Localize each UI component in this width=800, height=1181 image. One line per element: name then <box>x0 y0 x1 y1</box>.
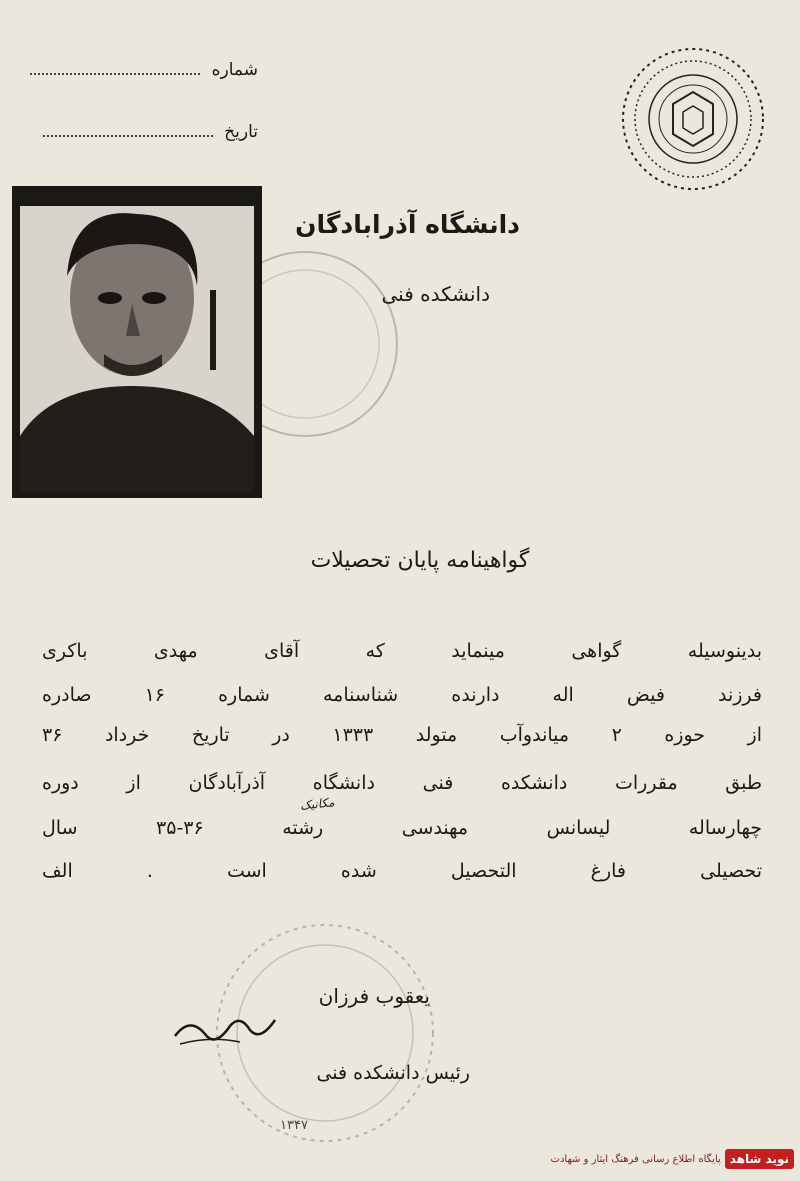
certificate-line-2: فرزند فیض اله دارنده شناسنامه شماره ۱۶ صادره <box>42 684 762 706</box>
faculty-name: دانشکده فنی <box>381 282 490 306</box>
signer-name: یعقوب فرزان <box>318 984 430 1008</box>
certificate-line-5: چهارساله لیسانس مهندسی رشته ۳۶-۳۵ سال <box>42 817 763 839</box>
certificate-line-4: طبق مقررات دانشکده فنی دانشگاه آذرآبادگان از دوره <box>42 772 762 794</box>
certificate-line-1: بدینوسیله گواهی مینماید که آقای مهدی باکری <box>42 640 762 662</box>
university-seal-icon <box>618 44 768 194</box>
certificate-line-3: از حوزه ۲ میاندوآب متولد ۱۳۳۳ در تاریخ خرداد ۳۶ <box>42 724 762 746</box>
number-label: شماره <box>211 60 258 80</box>
side-mark <box>210 290 240 370</box>
signer-role: رئیس دانشکده فنی <box>316 1062 470 1084</box>
date-label: تاریخ <box>224 122 258 142</box>
university-name: دانشگاه آذرابادگان <box>295 210 520 239</box>
date-field <box>18 122 258 142</box>
number-field <box>18 60 258 80</box>
site-logo: نوید شاهد <box>725 1149 794 1169</box>
handwritten-major-note: مکانیک <box>299 795 336 813</box>
date-dotted-line <box>43 135 213 137</box>
number-dotted-line <box>30 73 200 75</box>
site-watermark <box>551 1149 794 1169</box>
certificate-line-6: تحصیلی فارغ التحصیل شده است . الف <box>42 860 762 882</box>
certificate-title: گواهینامه پایان تحصیلات <box>310 548 530 573</box>
site-tagline: پایگاه اطلاع رسانی فرهنگ ایثار و شهادت <box>550 1153 721 1165</box>
handwritten-signature-icon <box>170 1006 280 1056</box>
stamp-year: ۱۳۴۷ <box>280 1118 308 1133</box>
